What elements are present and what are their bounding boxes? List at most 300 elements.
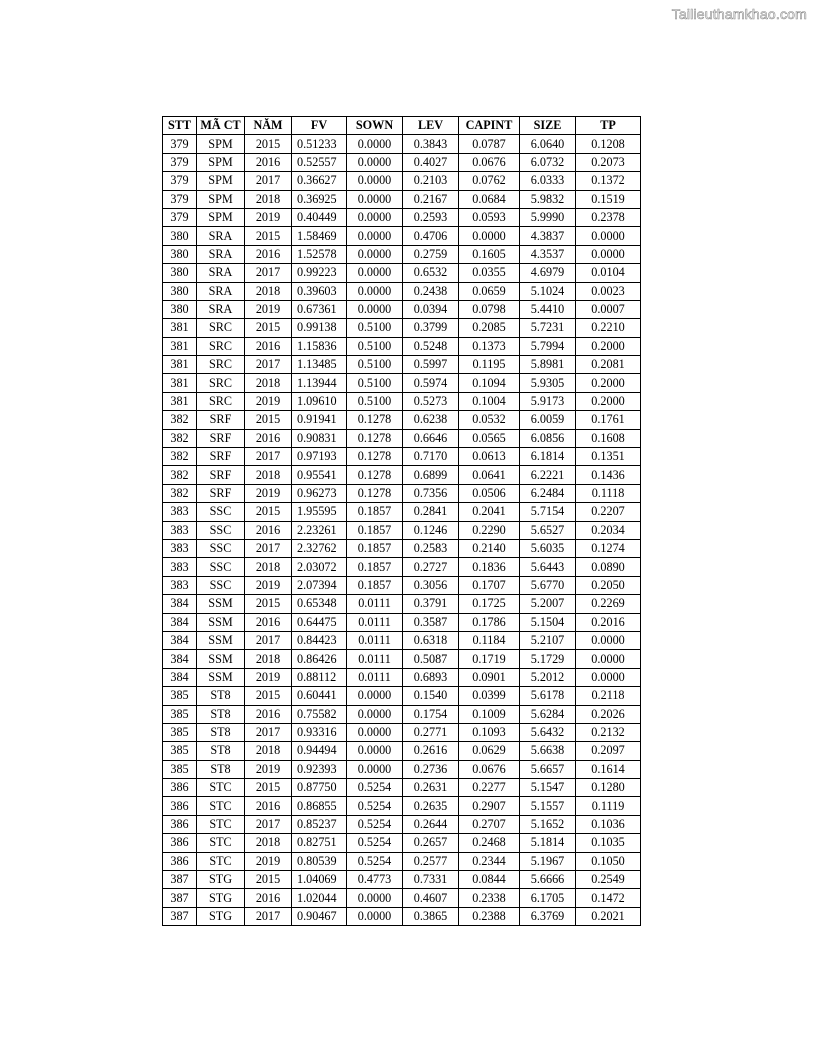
table-row: [163, 723, 641, 741]
cell-ma-ct: SRF: [197, 466, 245, 484]
cell-stt: 380: [163, 245, 197, 263]
cell-capint: 0.2388: [459, 907, 520, 925]
data-table: [162, 116, 641, 926]
cell-stt: 385: [163, 723, 197, 741]
cell-fv: 2.23261: [292, 521, 347, 539]
table-row: [163, 153, 641, 171]
table-row: [163, 448, 641, 466]
cell-tp: 0.2000: [576, 337, 641, 355]
cell-stt: 382: [163, 448, 197, 466]
table-row: [163, 208, 641, 226]
cell-stt: 381: [163, 392, 197, 410]
cell-lev: 0.2616: [403, 742, 459, 760]
cell-stt: 380: [163, 264, 197, 282]
table-row: [163, 595, 641, 613]
cell-tp: 0.2378: [576, 208, 641, 226]
cell-fv: 1.09610: [292, 392, 347, 410]
cell-tp: 0.2097: [576, 742, 641, 760]
cell-sown: 0.0000: [347, 208, 403, 226]
table-row: [163, 760, 641, 778]
cell-tp: 0.1472: [576, 889, 641, 907]
cell-sown: 0.0000: [347, 227, 403, 245]
cell-nam: 2015: [245, 687, 292, 705]
table-row: [163, 190, 641, 208]
cell-fv: 0.52557: [292, 153, 347, 171]
cell-capint: 0.0565: [459, 429, 520, 447]
cell-stt: 380: [163, 227, 197, 245]
cell-sown: 0.5254: [347, 779, 403, 797]
header-row: [163, 117, 641, 135]
cell-capint: 0.1836: [459, 558, 520, 576]
cell-lev: 0.3056: [403, 576, 459, 594]
cell-sown: 0.5254: [347, 852, 403, 870]
cell-ma-ct: SRA: [197, 227, 245, 245]
cell-size: 5.6443: [520, 558, 576, 576]
cell-capint: 0.2085: [459, 319, 520, 337]
cell-fv: 0.36627: [292, 172, 347, 190]
cell-tp: 0.1761: [576, 411, 641, 429]
cell-lev: 0.2583: [403, 539, 459, 557]
table-row: [163, 319, 641, 337]
cell-fv: 0.91941: [292, 411, 347, 429]
cell-lev: 0.4607: [403, 889, 459, 907]
cell-stt: 386: [163, 797, 197, 815]
cell-nam: 2015: [245, 411, 292, 429]
cell-ma-ct: STC: [197, 779, 245, 797]
cell-capint: 0.0629: [459, 742, 520, 760]
table-row: [163, 503, 641, 521]
cell-lev: 0.6646: [403, 429, 459, 447]
cell-stt: 386: [163, 852, 197, 870]
cell-size: 6.2484: [520, 484, 576, 502]
cell-lev: 0.5087: [403, 650, 459, 668]
cell-lev: 0.7356: [403, 484, 459, 502]
cell-sown: 0.4773: [347, 871, 403, 889]
cell-lev: 0.5997: [403, 356, 459, 374]
cell-size: 6.0059: [520, 411, 576, 429]
cell-size: 5.9173: [520, 392, 576, 410]
cell-sown: 0.0000: [347, 135, 403, 153]
cell-stt: 379: [163, 208, 197, 226]
cell-stt: 386: [163, 815, 197, 833]
table-row: [163, 135, 641, 153]
cell-nam: 2018: [245, 650, 292, 668]
cell-sown: 0.1857: [347, 539, 403, 557]
cell-lev: 0.2167: [403, 190, 459, 208]
cell-capint: 0.1195: [459, 356, 520, 374]
cell-sown: 0.1857: [347, 576, 403, 594]
cell-nam: 2019: [245, 484, 292, 502]
table-row: [163, 172, 641, 190]
cell-capint: 0.0901: [459, 668, 520, 686]
cell-ma-ct: SRC: [197, 319, 245, 337]
cell-lev: 0.1754: [403, 705, 459, 723]
cell-fv: 0.90831: [292, 429, 347, 447]
cell-sown: 0.0000: [347, 264, 403, 282]
cell-capint: 0.1719: [459, 650, 520, 668]
cell-nam: 2015: [245, 503, 292, 521]
cell-tp: 0.2269: [576, 595, 641, 613]
cell-ma-ct: STC: [197, 815, 245, 833]
table-row: [163, 466, 641, 484]
cell-ma-ct: SSC: [197, 558, 245, 576]
cell-capint: 0.2041: [459, 503, 520, 521]
table-row: [163, 337, 641, 355]
cell-tp: 0.0000: [576, 245, 641, 263]
cell-tp: 0.2050: [576, 576, 641, 594]
cell-fv: 1.02044: [292, 889, 347, 907]
cell-size: 6.1814: [520, 448, 576, 466]
cell-lev: 0.2727: [403, 558, 459, 576]
cell-capint: 0.1707: [459, 576, 520, 594]
cell-size: 5.6638: [520, 742, 576, 760]
cell-stt: 379: [163, 190, 197, 208]
cell-ma-ct: SSC: [197, 503, 245, 521]
cell-size: 5.2107: [520, 631, 576, 649]
table-row: [163, 282, 641, 300]
cell-nam: 2019: [245, 668, 292, 686]
cell-ma-ct: SSM: [197, 631, 245, 649]
cell-ma-ct: ST8: [197, 723, 245, 741]
cell-sown: 0.1857: [347, 558, 403, 576]
cell-fv: 2.32762: [292, 539, 347, 557]
cell-capint: 0.2290: [459, 521, 520, 539]
cell-size: 4.6979: [520, 264, 576, 282]
cell-sown: 0.0000: [347, 907, 403, 925]
cell-stt: 386: [163, 834, 197, 852]
cell-fv: 1.15836: [292, 337, 347, 355]
cell-sown: 0.1278: [347, 429, 403, 447]
cell-stt: 382: [163, 411, 197, 429]
cell-capint: 0.1009: [459, 705, 520, 723]
cell-ma-ct: STG: [197, 871, 245, 889]
cell-fv: 0.93316: [292, 723, 347, 741]
cell-lev: 0.2635: [403, 797, 459, 815]
cell-ma-ct: SSM: [197, 668, 245, 686]
cell-sown: 0.0000: [347, 172, 403, 190]
cell-tp: 0.2210: [576, 319, 641, 337]
cell-stt: 381: [163, 374, 197, 392]
cell-nam: 2018: [245, 558, 292, 576]
cell-fv: 0.86855: [292, 797, 347, 815]
table-row: [163, 834, 641, 852]
table-row: [163, 300, 641, 318]
cell-fv: 2.07394: [292, 576, 347, 594]
table-row: [163, 411, 641, 429]
cell-fv: 0.95541: [292, 466, 347, 484]
cell-capint: 0.1605: [459, 245, 520, 263]
cell-nam: 2019: [245, 392, 292, 410]
table-body: [163, 135, 641, 926]
cell-sown: 0.0000: [347, 723, 403, 741]
table-row: [163, 558, 641, 576]
cell-nam: 2019: [245, 760, 292, 778]
cell-fv: 2.03072: [292, 558, 347, 576]
cell-tp: 0.2021: [576, 907, 641, 925]
cell-sown: 0.0111: [347, 668, 403, 686]
cell-lev: 0.7170: [403, 448, 459, 466]
cell-nam: 2017: [245, 448, 292, 466]
cell-lev: 0.1246: [403, 521, 459, 539]
cell-size: 5.1024: [520, 282, 576, 300]
cell-stt: 383: [163, 558, 197, 576]
cell-ma-ct: SPM: [197, 190, 245, 208]
cell-ma-ct: STC: [197, 834, 245, 852]
cell-size: 5.9990: [520, 208, 576, 226]
cell-tp: 0.2000: [576, 374, 641, 392]
cell-nam: 2017: [245, 907, 292, 925]
cell-capint: 0.0593: [459, 208, 520, 226]
cell-nam: 2018: [245, 190, 292, 208]
cell-sown: 0.5100: [347, 392, 403, 410]
cell-stt: 383: [163, 576, 197, 594]
cell-sown: 0.0111: [347, 595, 403, 613]
cell-nam: 2016: [245, 337, 292, 355]
cell-fv: 0.94494: [292, 742, 347, 760]
cell-fv: 1.04069: [292, 871, 347, 889]
cell-tp: 0.1119: [576, 797, 641, 815]
cell-capint: 0.0641: [459, 466, 520, 484]
cell-capint: 0.2338: [459, 889, 520, 907]
cell-nam: 2016: [245, 889, 292, 907]
cell-tp: 0.1351: [576, 448, 641, 466]
cell-size: 5.9832: [520, 190, 576, 208]
cell-size: 5.8981: [520, 356, 576, 374]
cell-capint: 0.2344: [459, 852, 520, 870]
cell-ma-ct: SRA: [197, 300, 245, 318]
cell-tp: 0.1280: [576, 779, 641, 797]
cell-tp: 0.2073: [576, 153, 641, 171]
header-nam: NĂM: [245, 117, 292, 135]
cell-lev: 0.5248: [403, 337, 459, 355]
cell-size: 5.7994: [520, 337, 576, 355]
cell-nam: 2019: [245, 852, 292, 870]
cell-fv: 0.99138: [292, 319, 347, 337]
cell-nam: 2019: [245, 576, 292, 594]
cell-sown: 0.0000: [347, 687, 403, 705]
table-row: [163, 705, 641, 723]
cell-ma-ct: SSC: [197, 539, 245, 557]
cell-tp: 0.2016: [576, 613, 641, 631]
cell-nam: 2017: [245, 356, 292, 374]
cell-fv: 0.97193: [292, 448, 347, 466]
cell-lev: 0.4027: [403, 153, 459, 171]
cell-tp: 0.2207: [576, 503, 641, 521]
cell-stt: 381: [163, 356, 197, 374]
cell-ma-ct: SRF: [197, 448, 245, 466]
table-row: [163, 889, 641, 907]
cell-size: 5.1652: [520, 815, 576, 833]
cell-capint: 0.2907: [459, 797, 520, 815]
cell-lev: 0.2771: [403, 723, 459, 741]
header-capint: CAPINT: [459, 117, 520, 135]
header-fv: FV: [292, 117, 347, 135]
cell-size: 5.1729: [520, 650, 576, 668]
cell-tp: 0.2000: [576, 392, 641, 410]
cell-sown: 0.0111: [347, 650, 403, 668]
cell-ma-ct: SRF: [197, 484, 245, 502]
cell-nam: 2018: [245, 282, 292, 300]
cell-tp: 0.2034: [576, 521, 641, 539]
cell-lev: 0.6238: [403, 411, 459, 429]
cell-lev: 0.2577: [403, 852, 459, 870]
cell-tp: 0.1035: [576, 834, 641, 852]
cell-fv: 0.64475: [292, 613, 347, 631]
cell-lev: 0.3587: [403, 613, 459, 631]
cell-ma-ct: SRC: [197, 337, 245, 355]
cell-capint: 0.0000: [459, 227, 520, 245]
cell-capint: 0.0676: [459, 760, 520, 778]
cell-ma-ct: SPM: [197, 153, 245, 171]
cell-size: 5.6284: [520, 705, 576, 723]
cell-size: 5.1814: [520, 834, 576, 852]
cell-ma-ct: SRC: [197, 374, 245, 392]
cell-nam: 2016: [245, 153, 292, 171]
cell-capint: 0.0684: [459, 190, 520, 208]
cell-lev: 0.6893: [403, 668, 459, 686]
cell-size: 6.1705: [520, 889, 576, 907]
cell-sown: 0.0000: [347, 153, 403, 171]
cell-ma-ct: SRA: [197, 245, 245, 263]
cell-stt: 384: [163, 613, 197, 631]
cell-stt: 380: [163, 282, 197, 300]
cell-stt: 384: [163, 595, 197, 613]
cell-ma-ct: SSM: [197, 595, 245, 613]
cell-lev: 0.2736: [403, 760, 459, 778]
cell-stt: 383: [163, 539, 197, 557]
cell-nam: 2018: [245, 466, 292, 484]
cell-capint: 0.2707: [459, 815, 520, 833]
cell-sown: 0.0000: [347, 245, 403, 263]
cell-sown: 0.1857: [347, 503, 403, 521]
cell-size: 5.6657: [520, 760, 576, 778]
cell-lev: 0.6532: [403, 264, 459, 282]
cell-nam: 2015: [245, 779, 292, 797]
table-row: [163, 815, 641, 833]
cell-lev: 0.2657: [403, 834, 459, 852]
cell-tp: 0.1436: [576, 466, 641, 484]
cell-tp: 0.1608: [576, 429, 641, 447]
table-row: [163, 392, 641, 410]
cell-tp: 0.2026: [576, 705, 641, 723]
cell-ma-ct: SRF: [197, 411, 245, 429]
cell-lev: 0.3843: [403, 135, 459, 153]
cell-tp: 0.1118: [576, 484, 641, 502]
cell-sown: 0.5100: [347, 356, 403, 374]
cell-ma-ct: SSM: [197, 650, 245, 668]
cell-ma-ct: SRA: [197, 282, 245, 300]
cell-lev: 0.2841: [403, 503, 459, 521]
table-row: [163, 871, 641, 889]
cell-fv: 0.96273: [292, 484, 347, 502]
cell-tp: 0.0000: [576, 631, 641, 649]
cell-sown: 0.1278: [347, 466, 403, 484]
cell-size: 5.6432: [520, 723, 576, 741]
cell-size: 5.6770: [520, 576, 576, 594]
cell-capint: 0.0844: [459, 871, 520, 889]
cell-sown: 0.0000: [347, 889, 403, 907]
cell-capint: 0.0355: [459, 264, 520, 282]
cell-sown: 0.0111: [347, 613, 403, 631]
cell-tp: 0.1036: [576, 815, 641, 833]
cell-capint: 0.0798: [459, 300, 520, 318]
table-row: [163, 264, 641, 282]
cell-size: 5.1967: [520, 852, 576, 870]
cell-nam: 2015: [245, 871, 292, 889]
cell-ma-ct: SPM: [197, 172, 245, 190]
cell-tp: 0.2081: [576, 356, 641, 374]
cell-tp: 0.2549: [576, 871, 641, 889]
cell-capint: 0.2140: [459, 539, 520, 557]
cell-lev: 0.2759: [403, 245, 459, 263]
cell-nam: 2015: [245, 595, 292, 613]
cell-size: 5.2012: [520, 668, 576, 686]
cell-fv: 0.40449: [292, 208, 347, 226]
table-row: [163, 521, 641, 539]
cell-fv: 1.95595: [292, 503, 347, 521]
cell-capint: 0.0399: [459, 687, 520, 705]
cell-stt: 384: [163, 631, 197, 649]
cell-stt: 387: [163, 871, 197, 889]
table-row: [163, 356, 641, 374]
cell-fv: 1.58469: [292, 227, 347, 245]
header-size: SIZE: [520, 117, 576, 135]
table-row: [163, 484, 641, 502]
cell-nam: 2016: [245, 429, 292, 447]
cell-tp: 0.0000: [576, 668, 641, 686]
table-row: [163, 227, 641, 245]
cell-sown: 0.0000: [347, 705, 403, 723]
cell-nam: 2018: [245, 742, 292, 760]
cell-size: 5.7231: [520, 319, 576, 337]
cell-nam: 2017: [245, 815, 292, 833]
cell-capint: 0.0506: [459, 484, 520, 502]
cell-fv: 0.87750: [292, 779, 347, 797]
cell-size: 6.0333: [520, 172, 576, 190]
cell-capint: 0.0532: [459, 411, 520, 429]
cell-sown: 0.0111: [347, 631, 403, 649]
cell-fv: 0.82751: [292, 834, 347, 852]
cell-size: 5.1557: [520, 797, 576, 815]
table-row: [163, 613, 641, 631]
cell-stt: 386: [163, 779, 197, 797]
cell-nam: 2017: [245, 723, 292, 741]
cell-fv: 0.39603: [292, 282, 347, 300]
cell-lev: 0.6899: [403, 466, 459, 484]
cell-fv: 0.99223: [292, 264, 347, 282]
cell-ma-ct: ST8: [197, 705, 245, 723]
cell-fv: 0.84423: [292, 631, 347, 649]
cell-lev: 0.4706: [403, 227, 459, 245]
cell-nam: 2018: [245, 834, 292, 852]
cell-lev: 0.3799: [403, 319, 459, 337]
cell-ma-ct: ST8: [197, 742, 245, 760]
cell-stt: 385: [163, 705, 197, 723]
cell-ma-ct: ST8: [197, 760, 245, 778]
cell-lev: 0.2593: [403, 208, 459, 226]
header-stt: STT: [163, 117, 197, 135]
cell-tp: 0.2132: [576, 723, 641, 741]
cell-nam: 2017: [245, 172, 292, 190]
cell-capint: 0.1093: [459, 723, 520, 741]
cell-fv: 0.51233: [292, 135, 347, 153]
table-row: [163, 650, 641, 668]
cell-sown: 0.0000: [347, 282, 403, 300]
cell-stt: 385: [163, 687, 197, 705]
cell-fv: 0.80539: [292, 852, 347, 870]
cell-size: 4.3837: [520, 227, 576, 245]
cell-stt: 383: [163, 503, 197, 521]
